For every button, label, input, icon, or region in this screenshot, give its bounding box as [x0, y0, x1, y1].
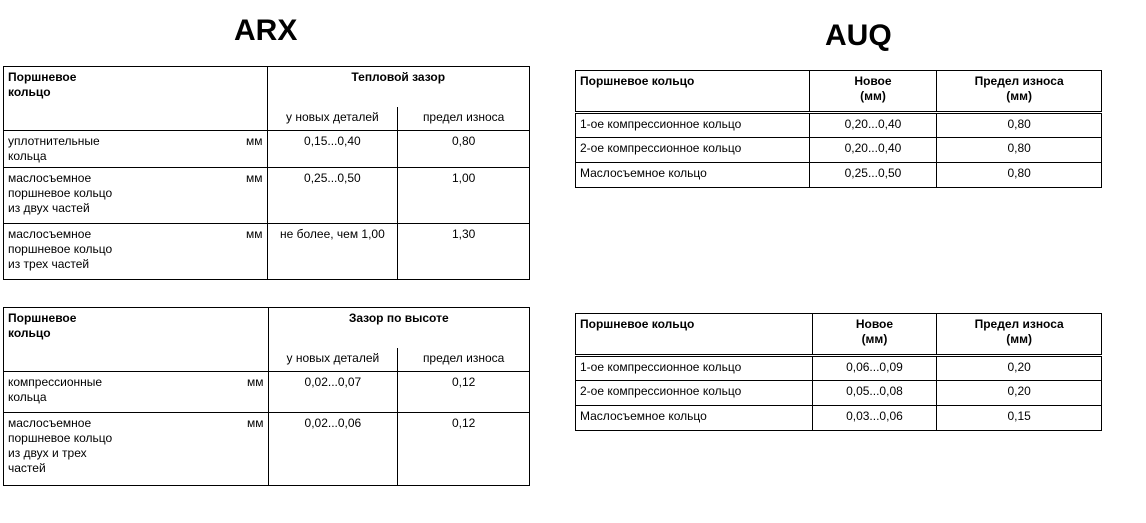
row-label: маслосъемное поршневое кольцо из трех частей — [8, 227, 113, 271]
row-unit: мм — [247, 416, 264, 430]
row-limit: 1,00 — [398, 168, 530, 224]
row-limit: 0,20 — [937, 381, 1102, 406]
row-new: не более, чем 1,00 — [267, 224, 398, 280]
table-row — [576, 138, 1102, 163]
auq-axial-clearance-table — [575, 313, 1102, 431]
row-label: маслосъемное поршневое кольцо из двух частей — [8, 171, 113, 215]
row-new: 0,05...0,08 — [812, 381, 937, 406]
auq-title: AUQ — [825, 19, 892, 52]
auq-t2-col-label: Поршневое кольцо — [576, 314, 813, 356]
row-new: 0,20...0,40 — [809, 113, 937, 138]
arx-t2-label-spacer — [4, 348, 269, 372]
table-row — [576, 356, 1102, 381]
row-unit: мм — [246, 227, 263, 241]
row-new: 0,25...0,50 — [809, 163, 937, 188]
row-unit: мм — [246, 171, 263, 185]
arx-title: ARX — [234, 14, 298, 47]
row-limit: 0,80 — [937, 113, 1102, 138]
row-limit: 0,12 — [398, 413, 530, 486]
row-label: уплотнительные кольца — [8, 134, 100, 163]
arx-thermal-clearance-table — [3, 66, 530, 280]
arx-t1-group-header: Тепловой зазор — [267, 67, 530, 107]
arx-axial-clearance-table — [3, 307, 530, 486]
table-row — [4, 224, 530, 280]
auq-t2-col-limit: Предел износа (мм) — [937, 314, 1102, 356]
row-label: 2-ое компрессионное кольцо — [576, 138, 810, 163]
arx-t2-col-label: Поршневое кольцо — [4, 308, 269, 348]
auq-t1-col-limit: Предел износа (мм) — [937, 71, 1102, 113]
arx-t2-sub-limit: предел износа — [398, 348, 530, 372]
row-limit: 0,80 — [937, 163, 1102, 188]
row-new: 0,02...0,07 — [268, 372, 398, 413]
row-new: 0,03...0,06 — [812, 406, 937, 431]
table-row — [576, 406, 1102, 431]
table-row — [576, 113, 1102, 138]
row-limit: 0,80 — [937, 138, 1102, 163]
row-label: компрессионные кольца — [8, 375, 103, 404]
auq-t1-col-new: Новое (мм) — [809, 71, 937, 113]
row-label: Маслосъемное кольцо — [576, 163, 810, 188]
table-row — [4, 413, 530, 486]
arx-t1-sub-limit: предел износа — [398, 107, 530, 131]
row-limit: 0,15 — [937, 406, 1102, 431]
arx-t1-sub-new: у новых деталей — [267, 107, 398, 131]
row-new: 0,25...0,50 — [267, 168, 398, 224]
row-unit: мм — [246, 134, 263, 148]
table-row — [4, 131, 530, 168]
row-label: маслосъемное поршневое кольцо из двух и трех частей — [8, 416, 113, 475]
table-row — [576, 381, 1102, 406]
row-label: Маслосъемное кольцо — [576, 406, 813, 431]
row-unit: мм — [247, 375, 264, 389]
table-row — [4, 372, 530, 413]
auq-thermal-clearance-table — [575, 70, 1102, 188]
row-new: 0,06...0,09 — [812, 356, 937, 381]
row-new: 0,15...0,40 — [267, 131, 398, 168]
table-row — [576, 163, 1102, 188]
row-limit: 0,80 — [398, 131, 530, 168]
row-limit: 1,30 — [398, 224, 530, 280]
arx-t1-col-label: Поршневое кольцо — [4, 67, 268, 107]
row-label: 1-ое компрессионное кольцо — [576, 113, 810, 138]
row-limit: 0,20 — [937, 356, 1102, 381]
auq-t2-col-new: Новое (мм) — [812, 314, 937, 356]
row-limit: 0,12 — [398, 372, 530, 413]
row-new: 0,02...0,06 — [268, 413, 398, 486]
row-label: 2-ое компрессионное кольцо — [576, 381, 813, 406]
table-row — [4, 168, 530, 224]
arx-t2-group-header: Зазор по высоте — [268, 308, 530, 348]
row-label: 1-ое компрессионное кольцо — [576, 356, 813, 381]
auq-t1-col-label: Поршневое кольцо — [576, 71, 810, 113]
arx-t1-label-spacer — [4, 107, 268, 131]
row-new: 0,20...0,40 — [809, 138, 937, 163]
arx-t2-sub-new: у новых деталей — [268, 348, 398, 372]
